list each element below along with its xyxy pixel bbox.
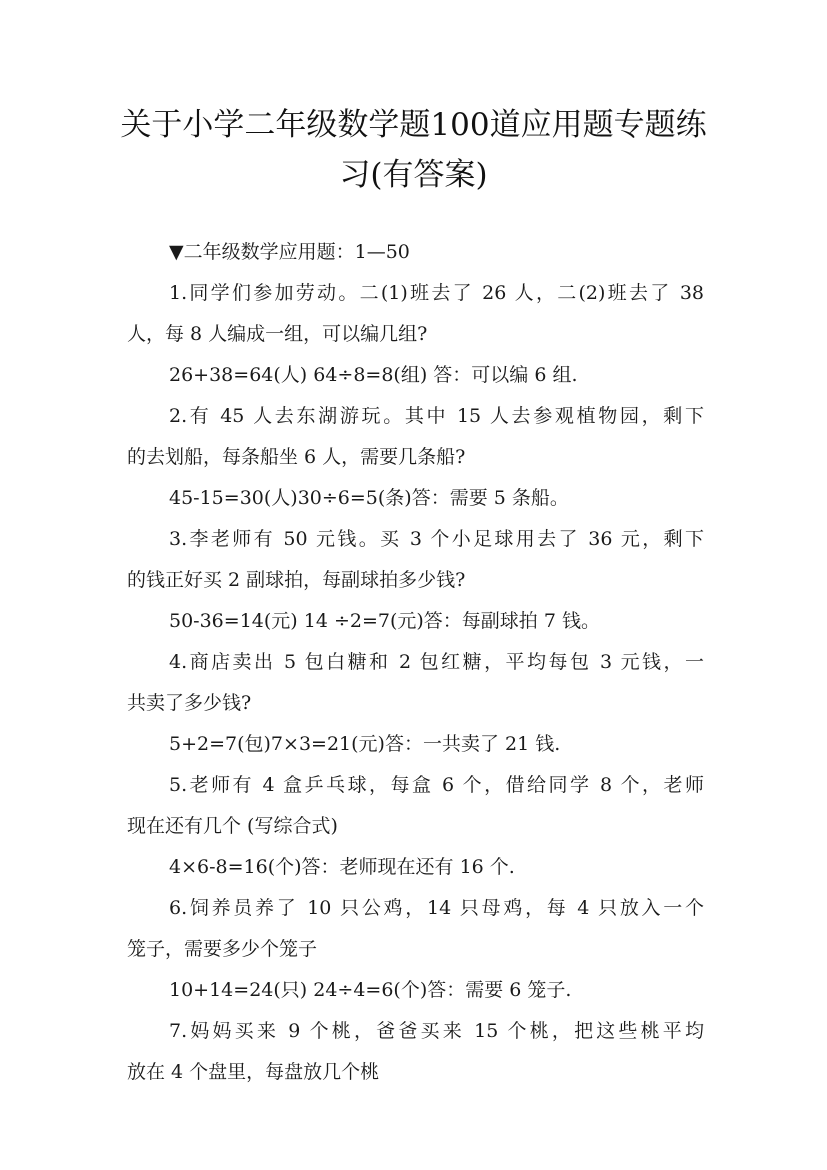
- problem-2-text: 2.有 45 人去东湖游玩。其中 15 人去参观植物园，剩下: [169, 405, 704, 427]
- title-line-1: 关于小学二年级数学题100道应用题专题练: [120, 107, 707, 143]
- problem-7-text-cont: 放在 4 个盘里，每盘放几个桃: [127, 1061, 380, 1083]
- problem-4-text: 4.商店卖出 5 包白糖和 2 包红糖，平均每包 3 元钱，一: [169, 651, 704, 673]
- title-line-2: 习(有答案): [339, 157, 488, 193]
- problem-6-text-cont: 笼子，需要多少个笼子: [127, 938, 318, 960]
- problem-3-text: 3.李老师有 50 元钱。买 3 个小足球用去了 36 元，剩下: [169, 528, 704, 550]
- problem-2-answer: 45-15=30(人)30÷6=5(条)答：需要 5 条船。: [169, 487, 569, 509]
- problem-3-text-cont: 的钱正好买 2 副球拍，每副球拍多少钱?: [127, 569, 466, 591]
- problem-2-text-cont: 的去划船，每条船坐 6 人，需要几条船?: [127, 446, 466, 468]
- problem-1-answer: 26+38=64(人) 64÷8=8(组) 答：可以编 6 组.: [169, 364, 578, 386]
- problem-1-text: 1.同学们参加劳动。二(1)班去了 26 人，二(2)班去了 38: [169, 282, 704, 304]
- problem-6-answer: 10+14=24(只) 24÷4=6(个)答：需要 6 笼子.: [169, 979, 572, 1001]
- section-heading: ▼二年级数学应用题：1—50: [169, 241, 410, 263]
- problem-1-text-cont: 人，每 8 人编成一组，可以编几组?: [127, 323, 428, 345]
- problem-4-answer: 5+2=7(包)7×3=21(元)答：一共卖了 21 钱.: [169, 733, 561, 755]
- problem-5-text-cont: 现在还有几个 (写综合式): [127, 815, 338, 837]
- problem-5-answer: 4×6-8=16(个)答：老师现在还有 16 个.: [169, 856, 515, 878]
- problem-7-text: 7.妈妈买来 9 个桃，爸爸买来 15 个桃，把这些桃平均: [169, 1020, 704, 1042]
- problem-5-text: 5.老师有 4 盒乒乓球，每盒 6 个，借给同学 8 个，老师: [169, 774, 704, 796]
- problem-3-answer: 50-36=14(元) 14 ÷2=7(元)答：每副球拍 7 钱。: [169, 610, 600, 632]
- problem-4-text-cont: 共卖了多少钱?: [127, 692, 252, 714]
- problem-6-text: 6.饲养员养了 10 只公鸡，14 只母鸡，每 4 只放入一个: [169, 897, 704, 919]
- document-title: [120, 100, 707, 200]
- document-body: [127, 232, 704, 1093]
